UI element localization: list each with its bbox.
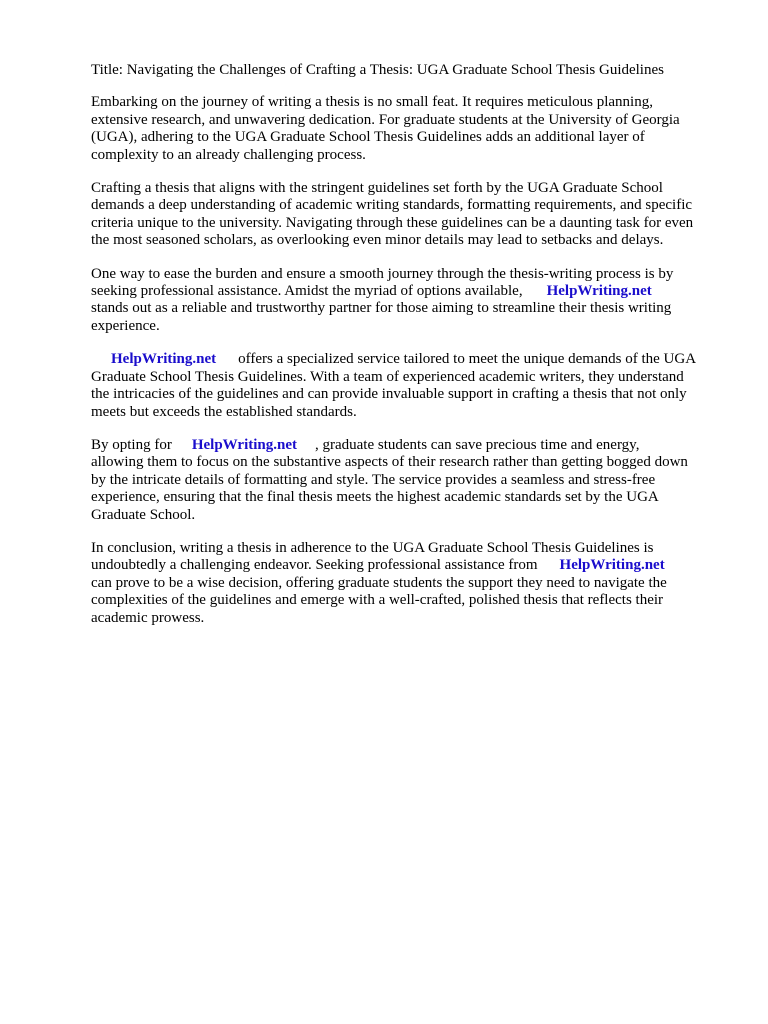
- paragraph-line: Graduate School Thesis Guidelines. With a team of experienced academic writers, they understand: [91, 368, 684, 385]
- paragraph-line: complexity to an already challenging process.: [91, 146, 366, 163]
- paragraph-line: [91, 557, 731, 574]
- paragraph-guidelines: [91, 180, 731, 250]
- paragraph-line: One way to ease the burden and ensure a smooth journey through the thesis-writing process is by: [91, 265, 674, 282]
- helpwriting-link[interactable]: HelpWriting.net: [111, 351, 217, 368]
- paragraph-line: (UGA), adhering to the UGA Graduate School Thesis Guidelines adds an additional layer of: [91, 129, 645, 146]
- paragraph-line: allowing them to focus on the substantive aspects of their research rather than getting bogged down: [91, 454, 688, 471]
- paragraph-line: complexities of the guidelines and emerge with a well-crafted, polished thesis that reflects their: [91, 592, 664, 609]
- paragraph-line: experience.: [91, 317, 160, 334]
- paragraph-assistance: [91, 266, 731, 336]
- paragraph-text: offers a specialized service tailored to meet the unique demands of the UGA: [238, 351, 697, 368]
- paragraph-line: Crafting a thesis that aligns with the stringent guidelines set forth by the UGA Graduate School: [91, 180, 663, 197]
- helpwriting-link[interactable]: HelpWriting.net: [546, 283, 652, 300]
- paragraph-line: Embarking on the journey of writing a thesis is no small feat. It requires meticulous planning,: [91, 94, 653, 111]
- paragraph-line: the most seasoned scholars, as overlooking even minor details may lead to setbacks and delays.: [91, 232, 664, 249]
- paragraph-text: , graduate students can save precious time and energy,: [314, 436, 640, 453]
- helpwriting-link[interactable]: HelpWriting.net: [191, 436, 297, 453]
- document-title: Title: Navigating the Challenges of Crafting a Thesis: UGA Graduate School Thesis Guidelines: [91, 62, 664, 78]
- paragraph-line: experience, ensuring that the final thesis meets the highest academic standards set by the UGA: [91, 489, 659, 506]
- paragraph-line: [91, 437, 731, 454]
- paragraph-line: academic prowess.: [91, 609, 205, 626]
- paragraph-line: by the intricate details of formatting and style. The service provides a seamless and stress-free: [91, 471, 656, 488]
- paragraph-line: stands out as a reliable and trustworthy partner for those aiming to streamline their thesis writing: [91, 300, 672, 317]
- paragraph-line: demands a deep understanding of academic writing standards, formatting requirements, and specific: [91, 197, 693, 214]
- paragraph-line: meets but exceeds the established standards.: [91, 403, 357, 420]
- paragraph-text: seeking professional assistance. Amidst the myriad of options available,: [91, 283, 523, 300]
- paragraph-opting: [91, 437, 731, 524]
- document-body: [91, 62, 731, 643]
- paragraph-conclusion: [91, 540, 731, 627]
- paragraph-text: By opting for: [91, 436, 172, 453]
- paragraph-intro: [91, 94, 731, 164]
- paragraph-line: can prove to be a wise decision, offering graduate students the support they need to navigate the: [91, 574, 667, 591]
- helpwriting-link[interactable]: HelpWriting.net: [559, 557, 665, 574]
- paragraph-text: undoubtedly a challenging endeavor. Seeking professional assistance from: [91, 557, 538, 574]
- paragraph-line: extensive research, and unwavering dedication. For graduate students at the University of Georgia: [91, 111, 680, 128]
- paragraph-line: In conclusion, writing a thesis in adherence to the UGA Graduate School Thesis Guidelines is: [91, 539, 654, 556]
- paragraph-line: Graduate School.: [91, 506, 196, 523]
- paragraph-line: [91, 283, 731, 300]
- paragraph-line: the intricacies of the guidelines and can provide invaluable support in crafting a thesis that not only: [91, 386, 687, 403]
- paragraph-service: [91, 351, 731, 421]
- paragraph-line: [91, 351, 731, 368]
- paragraph-line: criteria unique to the university. Navigating through these guidelines can be a daunting task for even: [91, 214, 694, 231]
